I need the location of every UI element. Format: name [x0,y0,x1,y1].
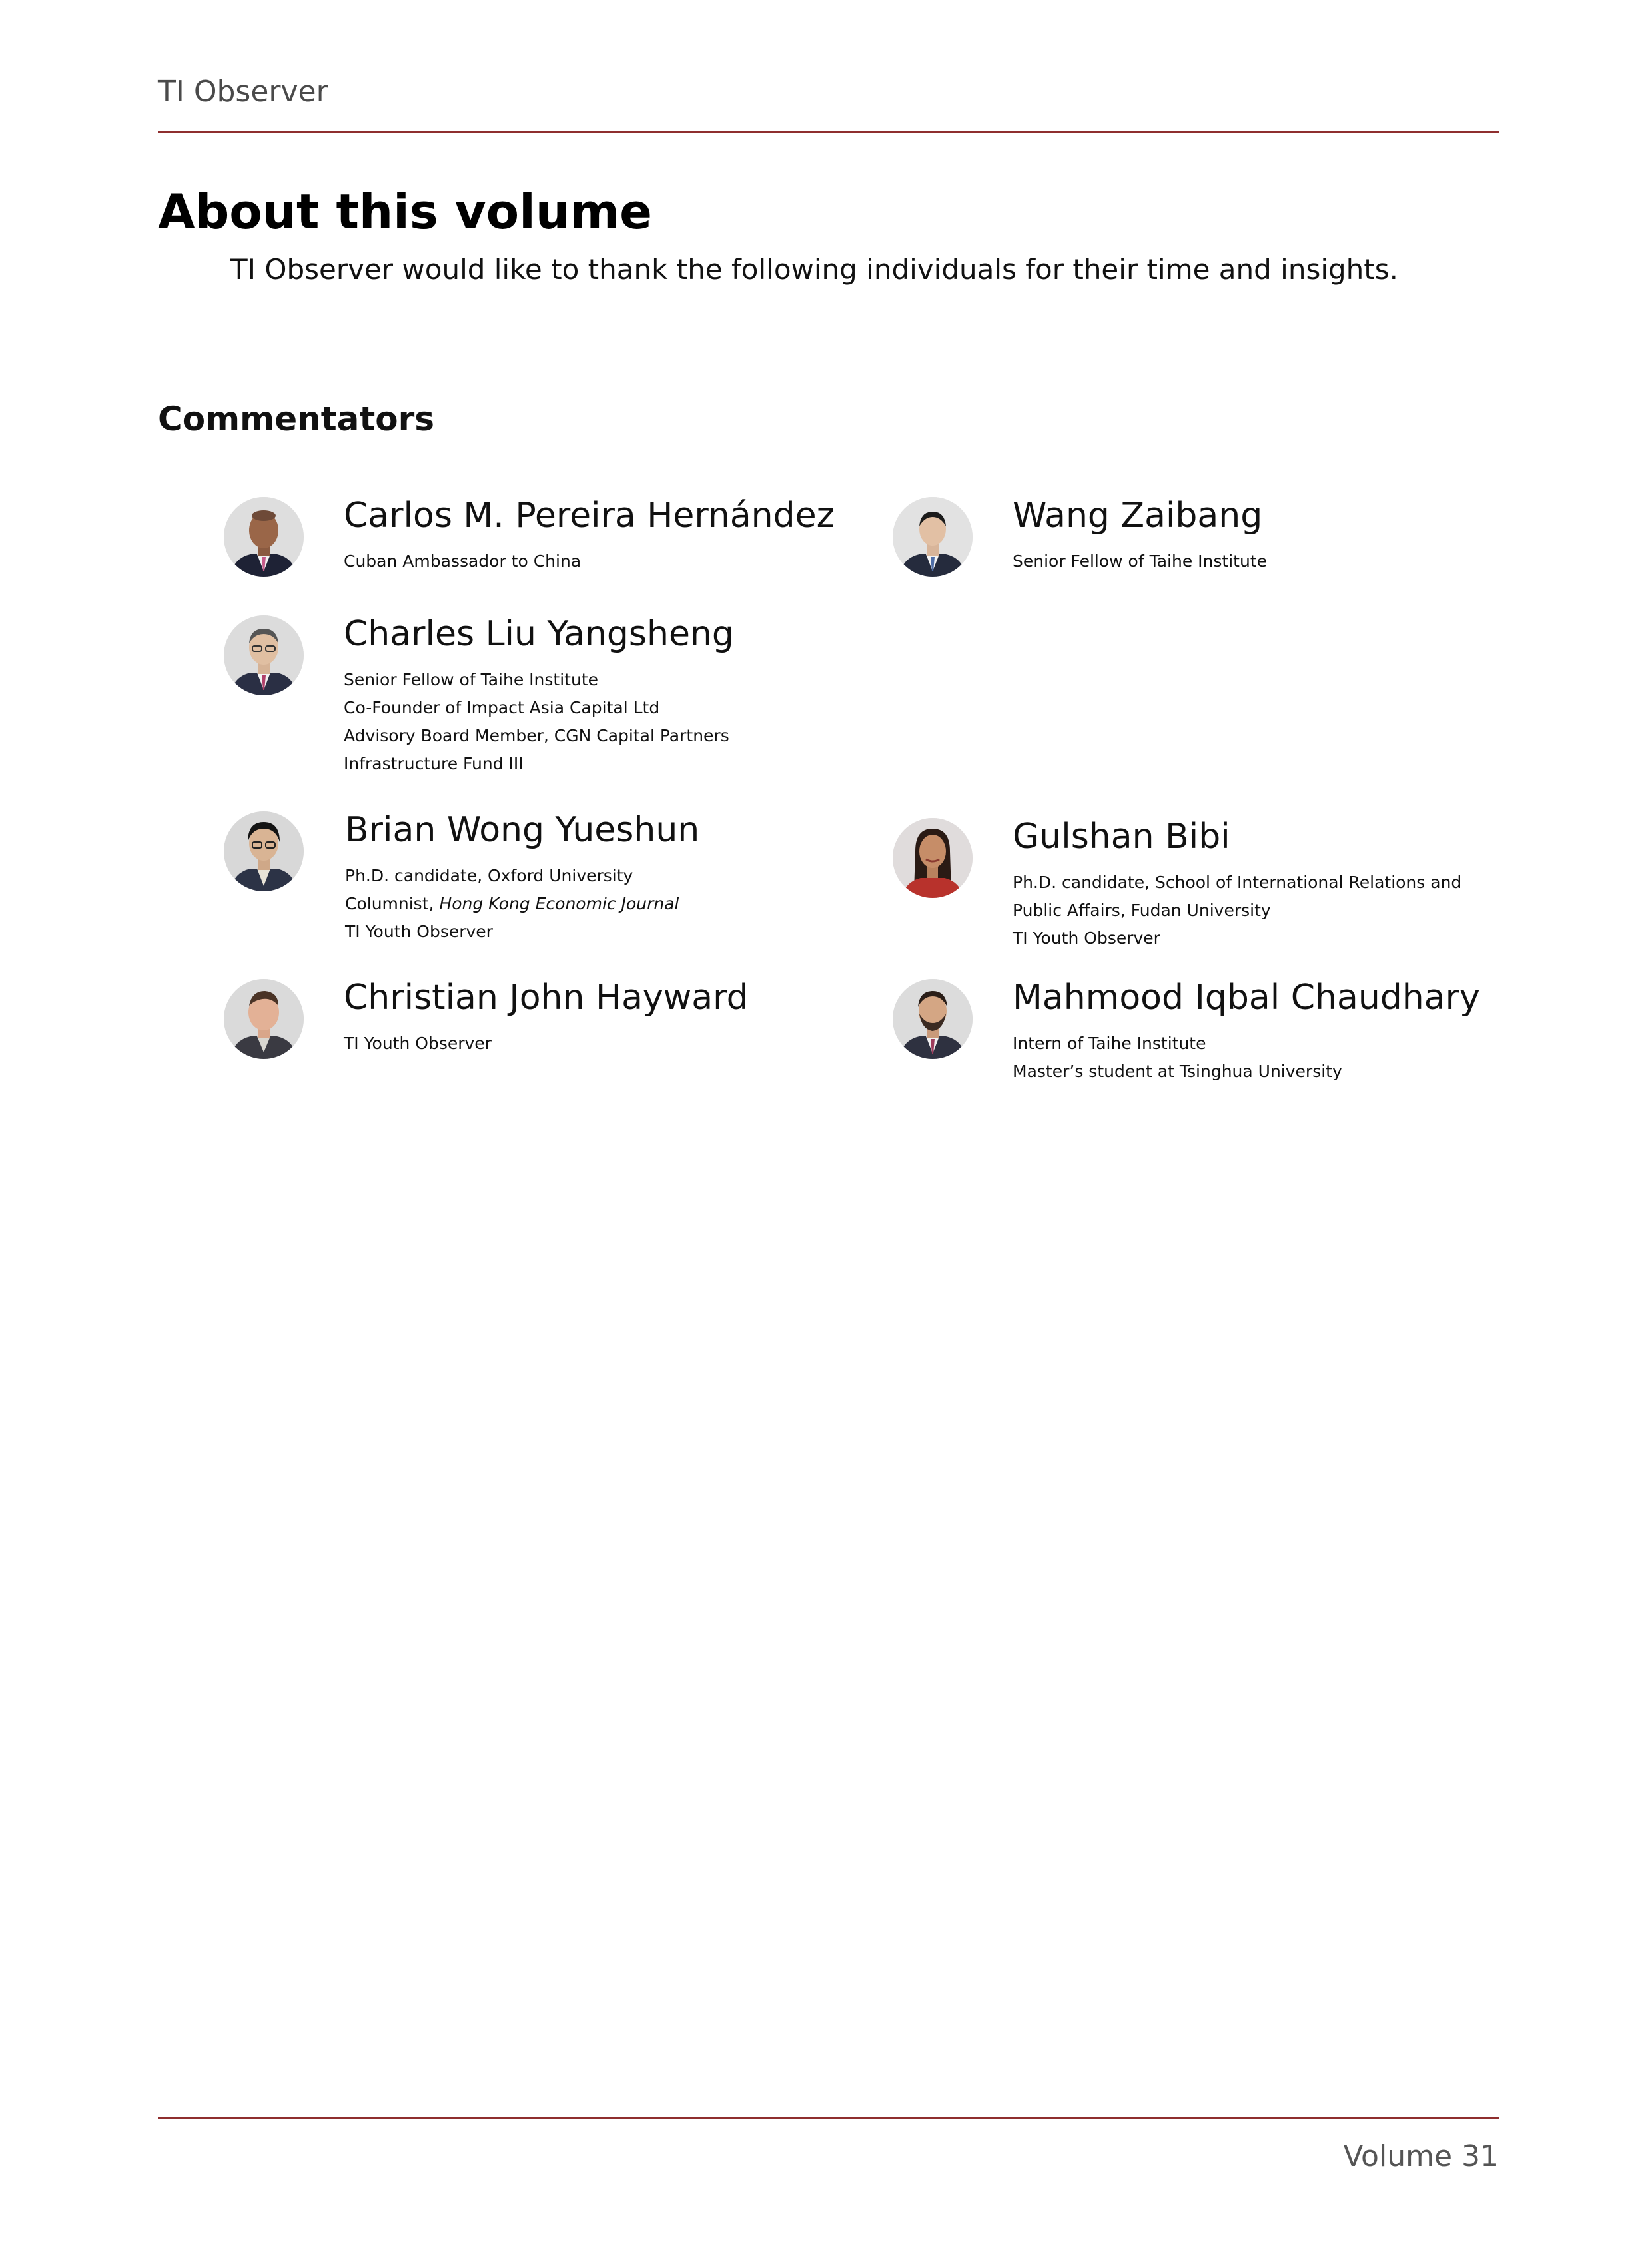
commentator-role: TI Youth Observer [344,1034,492,1053]
header-rule [158,131,1499,133]
section-title: Commentators [158,400,435,438]
commentator-role: Co-Founder of Impact Asia Capital Ltd [344,698,660,717]
person-portrait-icon [893,497,973,577]
commentator-role: TI Youth Observer [1013,929,1160,948]
page-title: About this volume [158,184,652,240]
person-portrait-icon [893,979,973,1059]
footer-rule [158,2117,1499,2119]
commentator-role: Ph.D. candidate, Oxford University [345,866,633,885]
person-portrait-icon [224,979,304,1059]
commentator-roles [345,862,679,946]
commentator-roles [344,1030,492,1058]
commentator-name: Christian John Hayward [344,978,749,1018]
intro-text: TI Observer would like to thank the following individuals for their time and insights. [230,253,1398,286]
person-portrait-icon [224,811,304,891]
commentator-roles [344,548,581,575]
commentator-role: Ph.D. candidate, School of International Relations and [1013,873,1462,892]
footer-volume: Volume 31 [1343,2139,1499,2173]
commentator-role: Public Affairs, Fudan University [1013,901,1271,920]
commentator-name: Wang Zaibang [1013,496,1263,536]
commentator-roles [1013,548,1267,575]
commentator-role-prefix: Columnist, [345,894,440,913]
publication-name: Hong Kong Economic Journal [439,894,679,913]
commentator-role: Cuban Ambassador to China [344,552,582,571]
commentator-role [345,890,679,918]
commentator-role: Senior Fellow of Taihe Institute [344,670,598,689]
commentator-roles [1013,1030,1342,1086]
commentator-roles [344,666,729,778]
commentator-role: Master’s student at Tsinghua University [1013,1062,1342,1081]
commentator-name: Charles Liu Yangsheng [344,614,734,654]
commentator-role: Senior Fellow of Taihe Institute [1013,552,1267,571]
person-portrait-icon [224,615,304,695]
commentator-role: Intern of Taihe Institute [1013,1034,1206,1053]
commentator-name: Gulshan Bibi [1013,817,1230,857]
person-portrait-icon [224,497,304,577]
commentator-roles [1013,869,1461,952]
commentator-role: Advisory Board Member, CGN Capital Partners [344,726,729,745]
commentator-name: Mahmood Iqbal Chaudhary [1013,978,1480,1018]
commentator-role: Infrastructure Fund III [344,754,524,773]
person-portrait-icon [893,818,973,898]
header-title: TI Observer [158,75,328,109]
commentator-name: Brian Wong Yueshun [345,810,700,850]
commentator-name: Carlos M. Pereira Hernández [344,496,835,536]
commentator-role: TI Youth Observer [345,922,493,941]
